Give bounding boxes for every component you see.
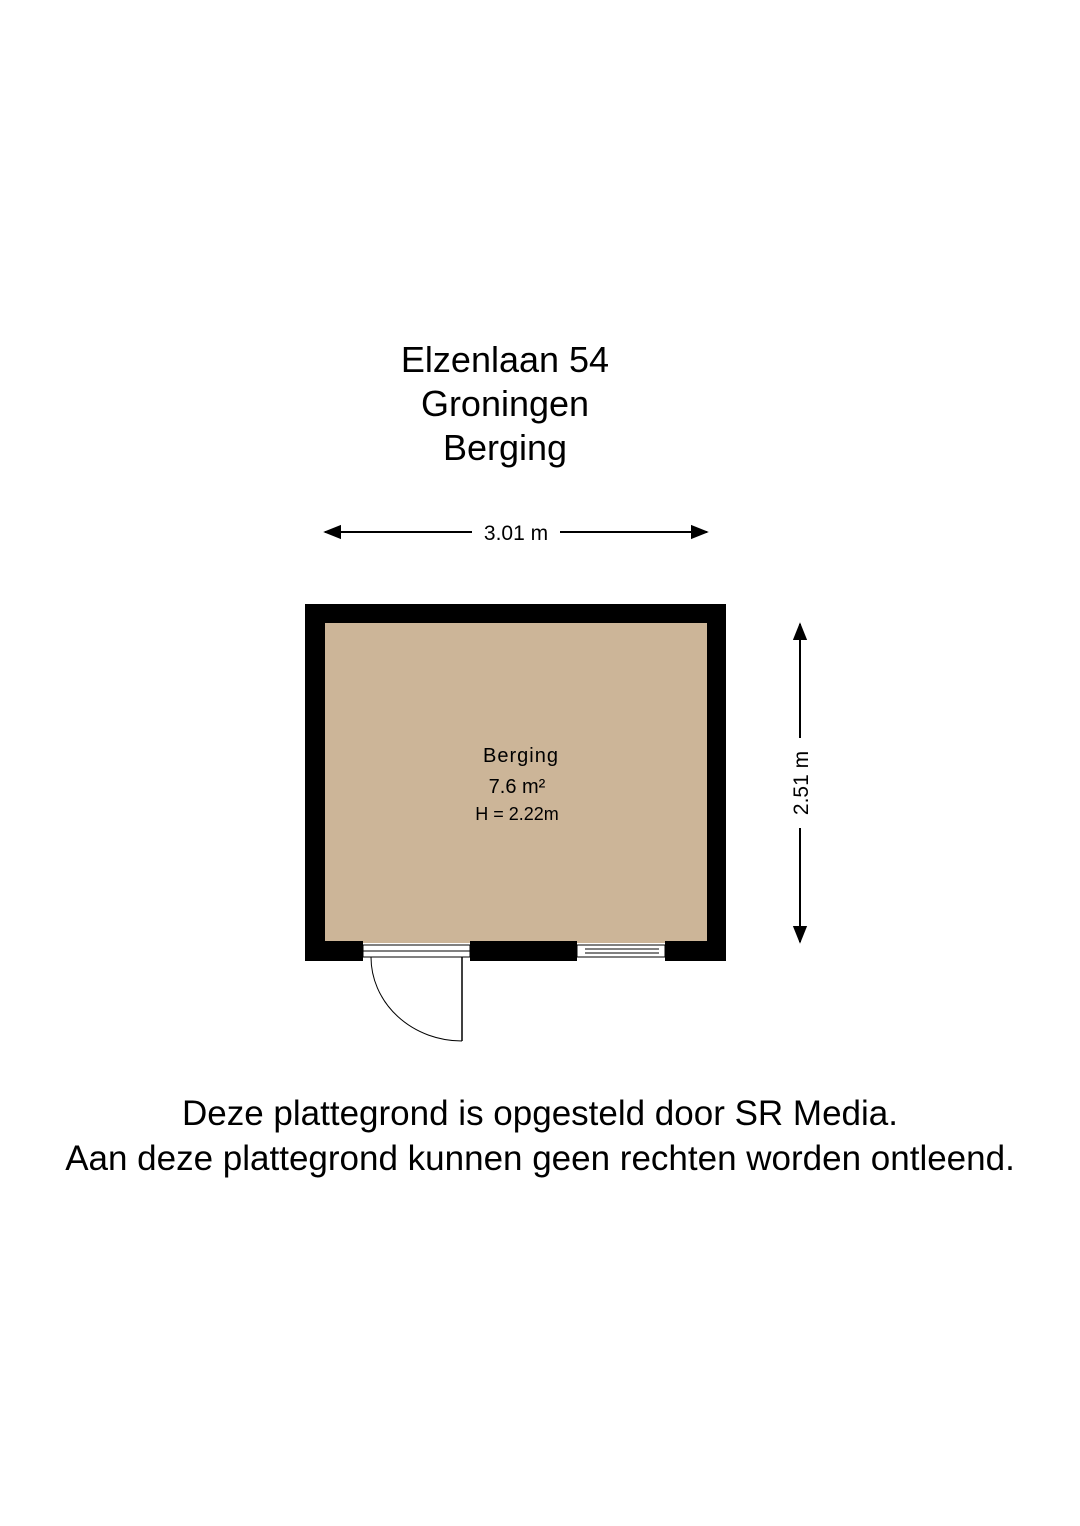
window-frame xyxy=(577,945,665,957)
city-title: Groningen xyxy=(420,383,590,424)
left-wall xyxy=(305,604,325,961)
height-dimension xyxy=(790,624,813,942)
door-swing-arc xyxy=(371,957,462,1041)
room-area-label: 7.6 m² xyxy=(488,776,546,798)
top-wall xyxy=(305,604,726,623)
disclaimer xyxy=(0,1091,1080,1181)
door xyxy=(363,945,470,1041)
bottom-wall-right xyxy=(665,941,726,961)
right-wall xyxy=(707,604,726,961)
address-title: Elzenlaan 54 xyxy=(400,339,610,380)
room-height-label: H = 2.22m xyxy=(475,804,559,824)
width-dimension xyxy=(325,522,707,545)
room-name-label: Berging xyxy=(483,745,559,767)
disclaimer-line-1: Deze plattegrond is opgesteld door SR Media. xyxy=(182,1094,898,1133)
floor-name-title: Berging xyxy=(442,427,568,468)
height-label: 2.51 m xyxy=(790,750,813,816)
width-label: 3.01 m xyxy=(483,522,549,545)
window xyxy=(577,945,665,957)
bottom-wall-middle xyxy=(470,941,577,961)
bottom-wall-left xyxy=(305,941,363,961)
disclaimer-line-2: Aan deze plattegrond kunnen geen rechten worden ontleend. xyxy=(65,1139,1015,1178)
